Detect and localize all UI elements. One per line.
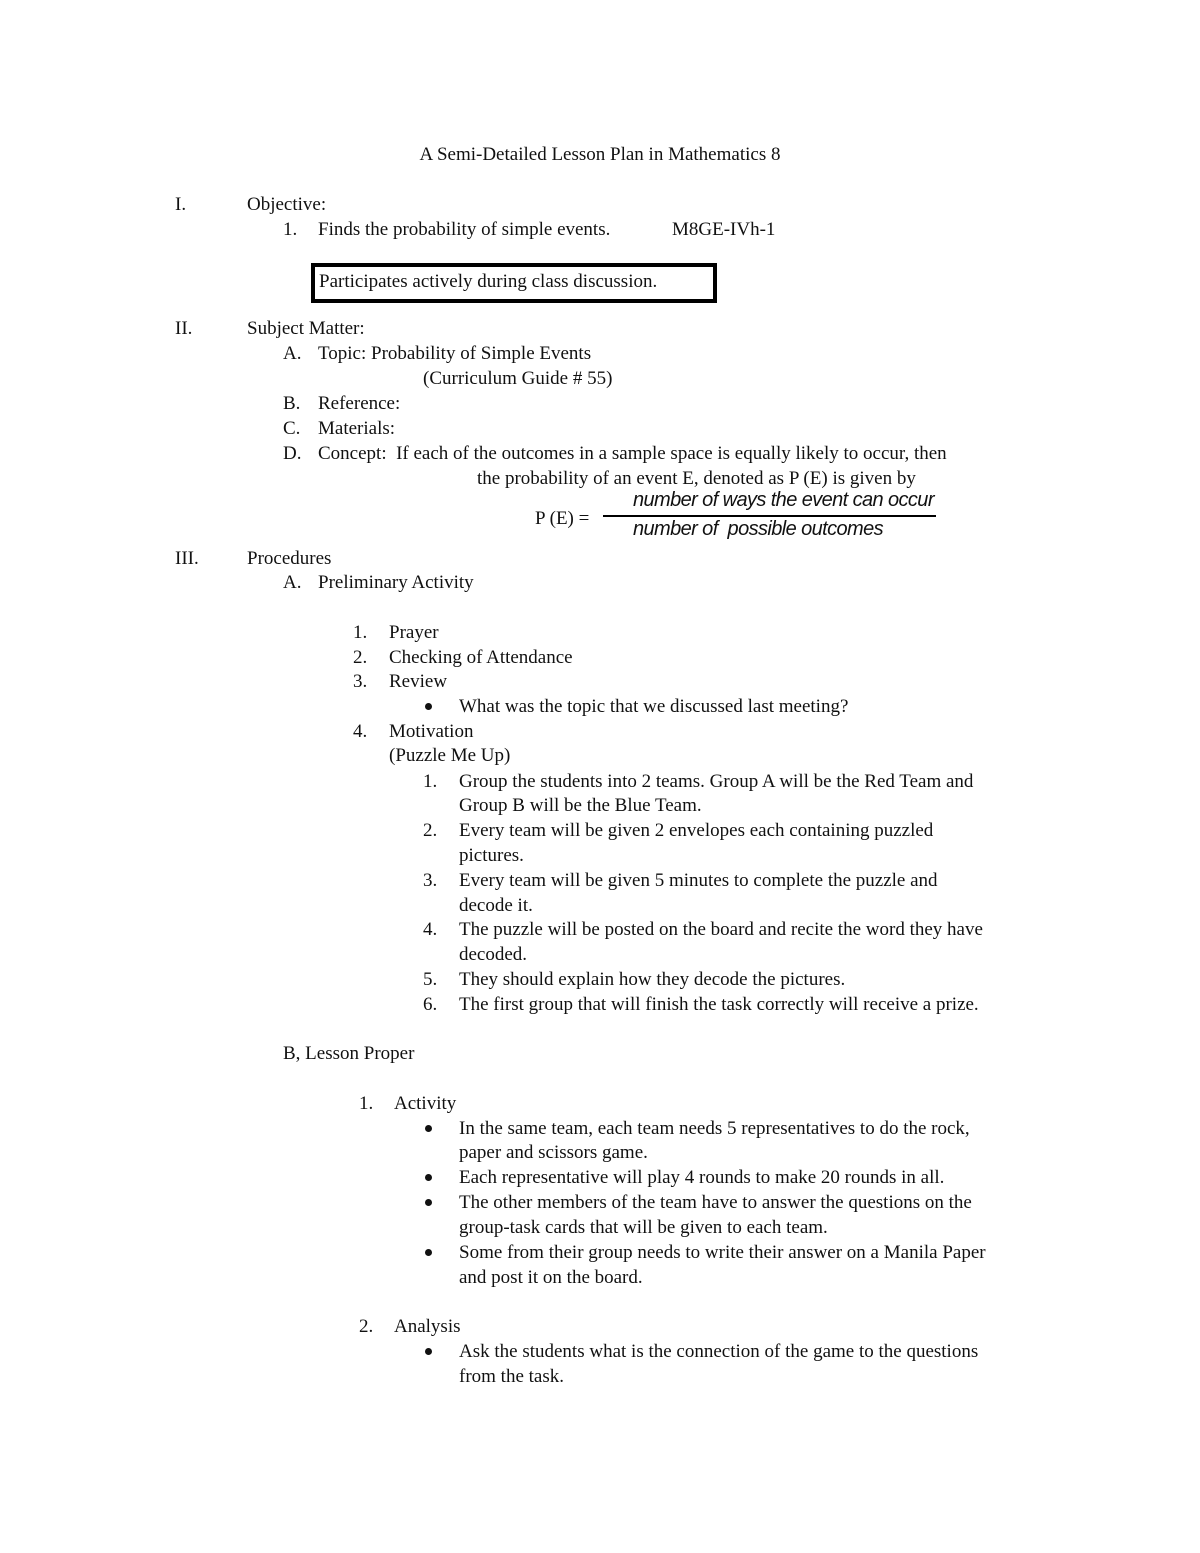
- formula-numerator: number of ways the event can occur: [633, 489, 934, 511]
- materials-label: Materials:: [318, 418, 396, 439]
- step-text: The first group that will finish the task correctly will receive a prize.: [459, 994, 979, 1015]
- step-text: pictures.: [459, 845, 524, 866]
- activity-text: Each representative will play 4 rounds to make 20 rounds in all.: [459, 1167, 945, 1188]
- list-number: 2.: [353, 647, 368, 668]
- analysis-heading: Analysis: [394, 1316, 461, 1337]
- analysis-text: Ask the students what is the connection of the game to the questions: [459, 1341, 979, 1362]
- analysis-text: from the task.: [459, 1366, 565, 1387]
- list-number: 1.: [353, 622, 368, 643]
- bullet-icon: [425, 1199, 432, 1206]
- fraction-bar: [603, 515, 936, 517]
- boxed-objective: [311, 263, 717, 303]
- preliminary-heading: Preliminary Activity: [318, 572, 474, 593]
- motivation-title: (Puzzle Me Up): [389, 745, 511, 766]
- list-number: 4.: [353, 721, 368, 742]
- competency-code: M8GE-IVh-1: [672, 219, 776, 240]
- activity-text: Some from their group needs to write their answer on a Manila Paper: [459, 1242, 986, 1263]
- formula-denominator: number of possible outcomes: [633, 518, 884, 540]
- page-title: A Semi-Detailed Lesson Plan in Mathematics 8: [419, 144, 781, 165]
- objective-text: Finds the probability of simple events.: [318, 219, 611, 240]
- step-number: 4.: [423, 919, 438, 940]
- step-number: 3.: [423, 870, 438, 891]
- list-letter: C.: [283, 418, 301, 439]
- list-number: 1.: [283, 219, 298, 240]
- formula-lhs: P (E) =: [535, 508, 590, 529]
- step-text: They should explain how they decode the pictures.: [459, 969, 846, 990]
- bullet-icon: [425, 703, 432, 710]
- section-heading: Objective:: [247, 194, 327, 215]
- list-letter: B.: [283, 393, 301, 414]
- motivation-heading: Motivation: [389, 721, 474, 742]
- step-number: 1.: [423, 771, 438, 792]
- bullet-icon: [425, 1249, 432, 1256]
- curriculum-guide: (Curriculum Guide # 55): [423, 368, 613, 389]
- step-number: 2.: [423, 820, 438, 841]
- concept-text: Concept: If each of the outcomes in a sample space is equally likely to occur, then: [318, 443, 947, 464]
- list-number: 2.: [359, 1316, 374, 1337]
- list-letter: A.: [283, 572, 302, 593]
- step-text: decode it.: [459, 895, 533, 916]
- reference-label: Reference:: [318, 393, 401, 414]
- step-text: The puzzle will be posted on the board and recite the word they have: [459, 919, 983, 940]
- activity-text: The other members of the team have to answer the questions on the: [459, 1192, 972, 1213]
- topic-text: Topic: Probability of Simple Events: [318, 343, 592, 364]
- list-letter: A.: [283, 343, 302, 364]
- step-number: 5.: [423, 969, 438, 990]
- activity-text: and post it on the board.: [459, 1267, 643, 1288]
- bullet-icon: [425, 1174, 432, 1181]
- lesson-proper-heading: B, Lesson Proper: [283, 1043, 415, 1064]
- list-number: 3.: [353, 671, 368, 692]
- section-heading: Subject Matter:: [247, 318, 365, 339]
- activity-text: paper and scissors game.: [459, 1142, 648, 1163]
- activity-heading: Activity: [394, 1093, 457, 1114]
- activity-text: In the same team, each team needs 5 representatives to do the rock,: [459, 1118, 970, 1139]
- list-item: Review: [389, 671, 448, 692]
- concept-continuation: the probability of an event E, denoted as P (E) is given by: [477, 468, 916, 489]
- section-numeral: I.: [175, 194, 187, 215]
- bullet-icon: [425, 1348, 432, 1355]
- step-text: Every team will be given 5 minutes to complete the puzzle and: [459, 870, 938, 891]
- section-numeral: II.: [175, 318, 193, 339]
- list-item: Prayer: [389, 622, 439, 643]
- list-item: Checking of Attendance: [389, 647, 573, 668]
- list-number: 1.: [359, 1093, 374, 1114]
- step-number: 6.: [423, 994, 438, 1015]
- activity-text: group-task cards that will be given to each team.: [459, 1217, 828, 1238]
- step-text: Group B will be the Blue Team.: [459, 795, 702, 816]
- review-question: What was the topic that we discussed last meeting?: [459, 696, 849, 717]
- list-letter: D.: [283, 443, 302, 464]
- section-heading: Procedures: [247, 548, 332, 569]
- boxed-objective-text: Participates actively during class discussion.: [319, 271, 658, 292]
- step-text: Every team will be given 2 envelopes each containing puzzled: [459, 820, 934, 841]
- step-text: Group the students into 2 teams. Group A will be the Red Team and: [459, 771, 974, 792]
- step-text: decoded.: [459, 944, 528, 965]
- section-numeral: III.: [175, 548, 199, 569]
- bullet-icon: [425, 1125, 432, 1132]
